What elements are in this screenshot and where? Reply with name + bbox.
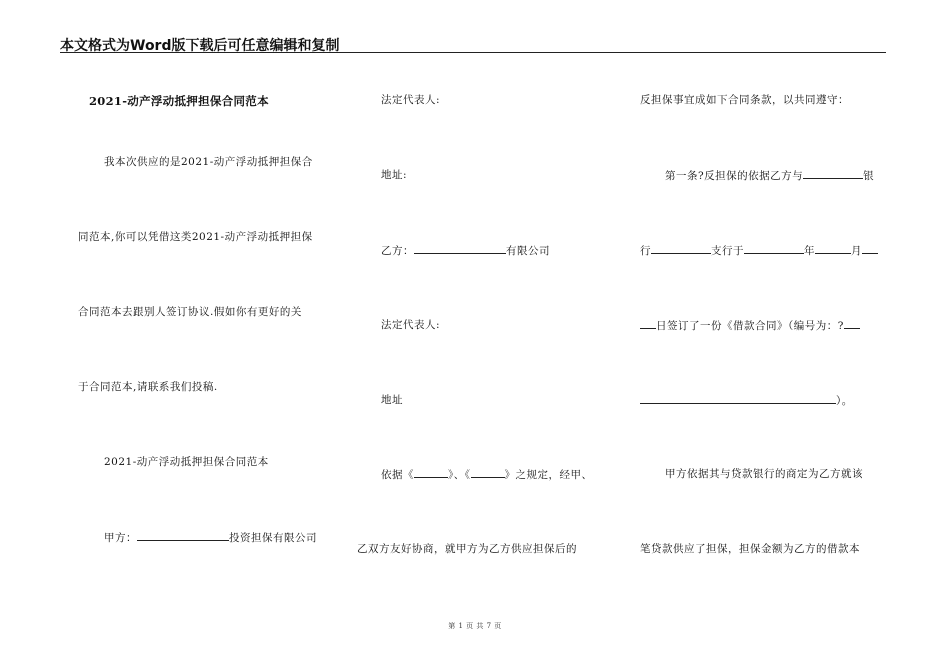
page-header: 本文格式为Word版下载后可任意编辑和复制	[60, 38, 340, 54]
bank-name-blank	[803, 169, 863, 179]
party-a-label: 甲方：	[104, 532, 137, 544]
article-1-suffix: 银	[863, 170, 875, 182]
contract-number-blank	[640, 394, 836, 404]
guarantee-line-2: 笔贷款供应了担保，担保金额为乙方的借款本	[640, 543, 860, 555]
article-1-line-4	[640, 394, 853, 407]
article-1-line-1	[665, 169, 874, 182]
month-text: 月	[851, 245, 862, 257]
branch-text: 支行于	[711, 245, 744, 257]
party-b-blank	[414, 244, 506, 254]
basis-line-2: 乙双方友好协商，就甲方为乙方供应担保后的	[357, 543, 577, 555]
party-b-line	[381, 244, 550, 257]
year-text: 年	[804, 245, 815, 257]
legal-representative-1: 法定代表人:	[381, 94, 441, 106]
basis-line-1	[381, 468, 593, 481]
loan-contract-text: 日签订了一份《借款合同》（编号为：?	[656, 320, 844, 332]
article-intro-line: 反担保事宜成如下合同条款，以共同遵守：	[640, 94, 849, 106]
header-rule	[60, 52, 886, 53]
bank-word: 行	[640, 245, 651, 257]
party-b-suffix: 有限公司	[506, 245, 550, 257]
article-1-line-3	[640, 319, 860, 332]
legal-representative-2: 法定代表人:	[381, 319, 441, 331]
party-a-blank	[137, 531, 229, 541]
contract-number-blank-start	[844, 319, 860, 329]
party-a-line	[104, 531, 317, 544]
day-blank	[640, 319, 656, 329]
article-1-line-2	[640, 244, 878, 257]
day-blank-start	[862, 244, 878, 254]
party-b-label: 乙方：	[381, 245, 414, 257]
law-blank-1	[414, 468, 448, 478]
intro-line-3: 合同范本去跟别人签订协议.假如你有更好的关	[78, 306, 302, 318]
intro-line-1: 我本次供应的是2021-动产浮动抵押担保合	[104, 156, 313, 168]
branch-blank	[651, 244, 711, 254]
address-1: 地址:	[381, 169, 408, 181]
basis-prefix: 依据《	[381, 469, 414, 481]
intro-line-4: 于合同范本,请联系我们投稿.	[78, 381, 218, 393]
article-1-prefix: 第一条?反担保的依据乙方与	[665, 170, 804, 182]
page-footer: 第 1 页 共 7 页	[448, 622, 502, 630]
law-blank-2	[471, 468, 505, 478]
closing-bracket: ）。	[836, 395, 853, 407]
month-blank	[815, 244, 851, 254]
party-a-suffix: 投资担保有限公司	[229, 532, 317, 544]
basis-mid: 》、《	[448, 469, 471, 481]
address-2: 地址	[381, 394, 403, 406]
basis-suffix: 》之规定，经甲、	[504, 469, 593, 481]
document-title: 2021-动产浮动抵押担保合同范本	[89, 94, 269, 108]
contract-subtitle: 2021-动产浮动抵押担保合同范本	[104, 456, 269, 468]
year-blank	[744, 244, 804, 254]
guarantee-line-1: 甲方依据其与贷款银行的商定为乙方就该	[665, 468, 863, 480]
intro-line-2: 同范本,你可以凭借这类2021-动产浮动抵押担保	[78, 231, 313, 243]
